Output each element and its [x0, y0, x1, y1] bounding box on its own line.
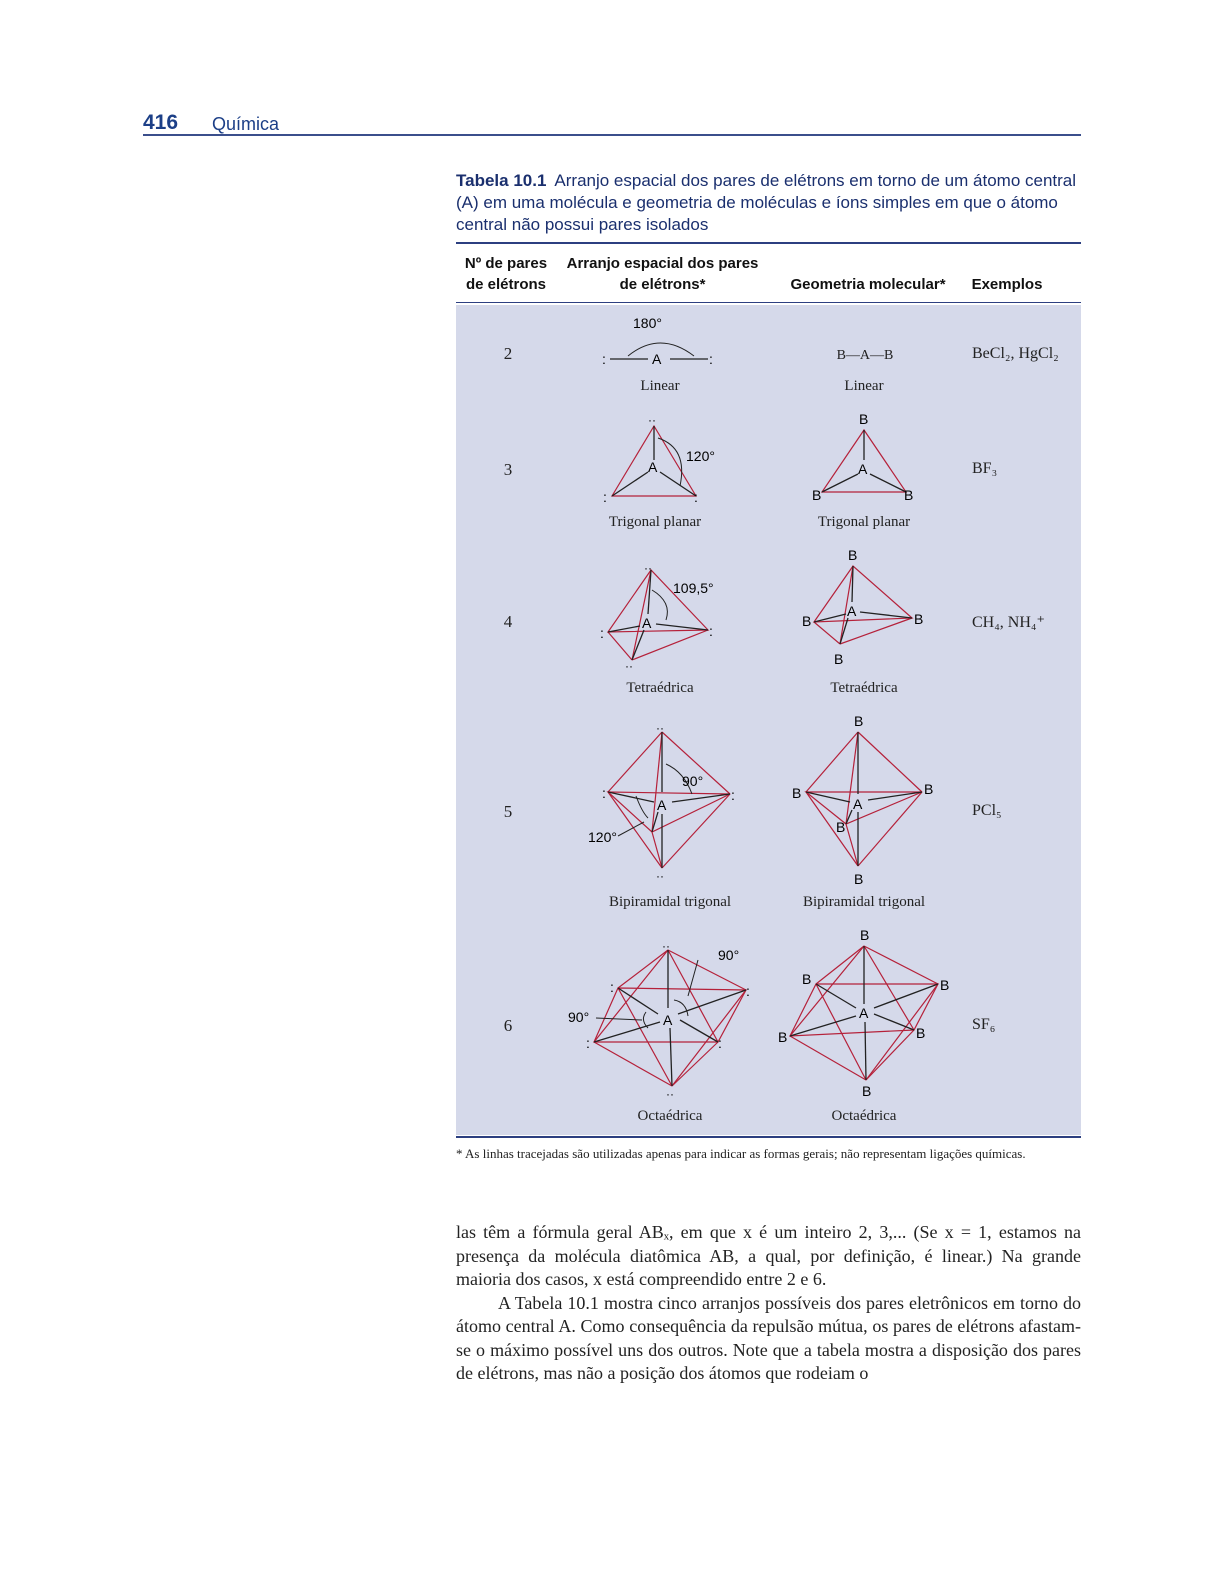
tetrahedron-edges: [632, 630, 708, 660]
book-title: Química: [212, 114, 280, 134]
bond-line: [860, 612, 912, 618]
lone-pair-dots: :: [709, 351, 713, 367]
bond-line: [865, 1022, 866, 1080]
tetrahedron-edges: [608, 632, 632, 660]
ligand-atom-label: B: [904, 487, 914, 503]
row-3-pairs: 3: [503, 460, 513, 479]
central-atom-label: A: [847, 603, 857, 619]
ligand-atom-label: B: [854, 871, 864, 887]
diagram-bipyramidal-electron-pairs: [584, 722, 744, 886]
angle-90-top-label: 90°: [718, 947, 740, 963]
tetrahedron-edges: [814, 622, 840, 644]
central-atom-label: A: [858, 461, 868, 477]
central-atom-label: A: [652, 351, 662, 367]
bond-line: [594, 1022, 660, 1042]
lone-pair-dots: :: [602, 785, 606, 801]
ligand-atom-label: B: [859, 411, 869, 427]
central-atom-label: A: [663, 1012, 673, 1028]
lone-pair-dots: :: [600, 625, 604, 641]
ligand-atom-label: B: [812, 487, 822, 503]
central-atom-label: A: [642, 615, 652, 631]
bipyramid-edges: [806, 732, 922, 866]
bond-line: [612, 472, 648, 496]
page-number: 416: [143, 111, 179, 134]
ligand-atom-label: B: [836, 819, 846, 835]
bond-line: [656, 624, 708, 630]
lone-pair-dots: :: [694, 489, 698, 505]
ligand-atom-label: B: [778, 1029, 788, 1045]
angle-180-label: 180°: [633, 315, 662, 331]
row-4-pairs: 4: [503, 612, 513, 631]
row-5-pairs: 5: [503, 802, 513, 821]
ligand-atom-label: B: [792, 785, 802, 801]
diagram-octahedral-geometry: [776, 922, 962, 1100]
central-atom-label: A: [859, 1005, 869, 1021]
geometry-name-linear: Linear: [844, 378, 884, 394]
arrangement-name-tetrahedral: Tetraédrica: [626, 680, 694, 696]
angle-109-label: 109,5°: [673, 580, 714, 596]
column-header-examples: Exemplos: [971, 276, 1043, 293]
column-header-arrangement: [560, 253, 765, 295]
geometry-name-trigonal: Trigonal planar: [817, 514, 911, 530]
examples-row-3: BF₃: [972, 460, 998, 477]
table-rule-bottom: [456, 1136, 1081, 1138]
ligand-atom-label: B: [940, 977, 950, 993]
central-atom-label: A: [657, 797, 667, 813]
column-header-arrangement-line1: Arranjo espacial dos pares: [566, 255, 759, 272]
diagram-tetrahedral-electron-pairs: [596, 560, 736, 672]
central-atom-label: A: [648, 459, 658, 475]
bipyramid-edges: [608, 732, 730, 868]
examples-row-2: BeCl₂, HgCl₂: [972, 345, 1059, 362]
lone-pair-dots: :: [586, 1035, 590, 1051]
angle-arc: [652, 590, 667, 620]
column-header-pairs-line2: de elétrons: [465, 276, 547, 293]
table-rule-header: [456, 302, 1081, 303]
geometry-name-tetrahedral: Tetraédrica: [830, 680, 898, 696]
leader-line: [688, 960, 698, 996]
header-rule: [143, 134, 1081, 136]
bond-line: [874, 1014, 914, 1030]
diagram-linear-electron-pairs: [596, 310, 726, 370]
molecular-geometry-linear: B—A—B: [836, 348, 894, 363]
tetrahedron-edges: [814, 566, 912, 622]
bond-line: [608, 792, 654, 802]
ligand-atom-label: B: [860, 927, 870, 943]
arrangement-name-octahedral: Octaédrica: [637, 1108, 703, 1124]
arrangement-name-trigonal: Trigonal planar: [608, 514, 702, 530]
lone-pair-dots: :: [602, 351, 606, 367]
lone-pair-dots: :: [709, 623, 713, 639]
diagram-bipyramidal-geometry: [786, 708, 946, 888]
tetrahedron-edges: [840, 618, 912, 644]
lone-pair-dots: ··: [648, 413, 656, 427]
arrangement-name-bipyramidal: Bipiramidal trigonal: [608, 894, 732, 910]
table-caption: [456, 170, 1081, 236]
table-label: Tabela 10.1: [456, 171, 547, 190]
lone-pair-dots: :: [610, 979, 614, 995]
angle-120-label: 120°: [686, 448, 715, 464]
lone-pair-dots: ··: [656, 869, 664, 883]
angle-120-label: 120°: [588, 829, 617, 845]
ligand-atom-label: B: [914, 611, 924, 627]
body-text: [456, 1221, 1081, 1386]
paragraph: A Tabela 10.1 mostra cinco arranjos possíveis dos pares eletrônicos em torno do átomo central A. Como consequência da repulsão mútua, os pares de elétrons afastam-se o máximo possível uns dos outros. Note que a tabela mostra a disposição dos pares de elétrons, mas não a posição dos átomos que rodeiam o: [456, 1292, 1081, 1383]
lone-pair-dots: ··: [662, 939, 670, 953]
lone-pair-dots: ··: [625, 659, 633, 672]
diagram-trigonal-electron-pairs: [596, 412, 731, 512]
angle-90-label: 90°: [682, 773, 704, 789]
table-caption-text: Arranjo espacial dos pares de elétrons em torno de um átomo central (A) em uma molécula e geometria de moléculas e íons simples em que o átomo central não possui pares isolados: [456, 171, 1077, 234]
paragraph: las têm a fórmula geral ABₓ, em que x é um inteiro 2, 3,... (Se x = 1, estamos na presença da molécula diatômica AB, a qual, por definição, é linear.) Na grande maioria dos casos, x está compreendido entre 2 e 6.: [456, 1222, 1081, 1289]
diagram-trigonal-geometry: [808, 408, 918, 506]
arrangement-name-linear: Linear: [640, 378, 680, 394]
lone-pair-dots: :: [731, 787, 735, 803]
column-header-pairs-line1: Nº de pares: [464, 255, 548, 272]
central-atom-label: A: [853, 796, 863, 812]
table-body-panel: [456, 305, 1081, 1135]
ligand-atom-label: B: [848, 547, 858, 563]
bond-line: [660, 472, 696, 496]
diagram-octahedral-electron-pairs: [562, 936, 758, 1108]
ligand-atom-label: B: [854, 713, 864, 729]
lone-pair-dots: :: [603, 489, 607, 505]
table-footnote: * As linhas tracejadas são utilizadas apenas para indicar as formas gerais; não representam ligações químicas.: [456, 1146, 1026, 1161]
ligand-atom-label: B: [834, 651, 844, 667]
angle-90-left-label: 90°: [568, 1009, 590, 1025]
lone-pair-dots: :: [718, 1035, 722, 1051]
lone-pair-dots: :: [746, 983, 750, 999]
bond-line: [670, 1028, 672, 1086]
row-2-pairs: 2: [503, 344, 513, 363]
bond-line: [618, 988, 658, 1014]
table-rule-top: [456, 242, 1081, 244]
diagram-tetrahedral-geometry: [794, 544, 934, 672]
geometry-name-bipyramidal: Bipiramidal trigonal: [802, 894, 926, 910]
examples-row-5: PCl₅: [972, 802, 1002, 819]
column-header-geometry: Geometria molecular*: [790, 276, 946, 293]
examples-row-4: CH₄, NH₄⁺: [972, 614, 1045, 631]
ligand-atom-label: B: [802, 613, 812, 629]
ligand-atom-label: B: [916, 1025, 926, 1041]
ligand-atom-label: B: [924, 781, 934, 797]
ligand-atom-label: B: [862, 1083, 872, 1099]
lone-pair-dots: ··: [666, 1087, 674, 1101]
examples-row-6: SF₆: [972, 1016, 996, 1033]
row-6-pairs: 6: [503, 1016, 513, 1035]
column-header-arrangement-line2: de elétrons*: [619, 276, 706, 293]
geometry-name-octahedral: Octaédrica: [831, 1108, 897, 1124]
lone-pair-dots: ··: [644, 561, 652, 575]
lone-pair-dots: ··: [656, 722, 664, 735]
ligand-atom-label: B: [802, 971, 812, 987]
column-header-pairs: [458, 253, 554, 295]
